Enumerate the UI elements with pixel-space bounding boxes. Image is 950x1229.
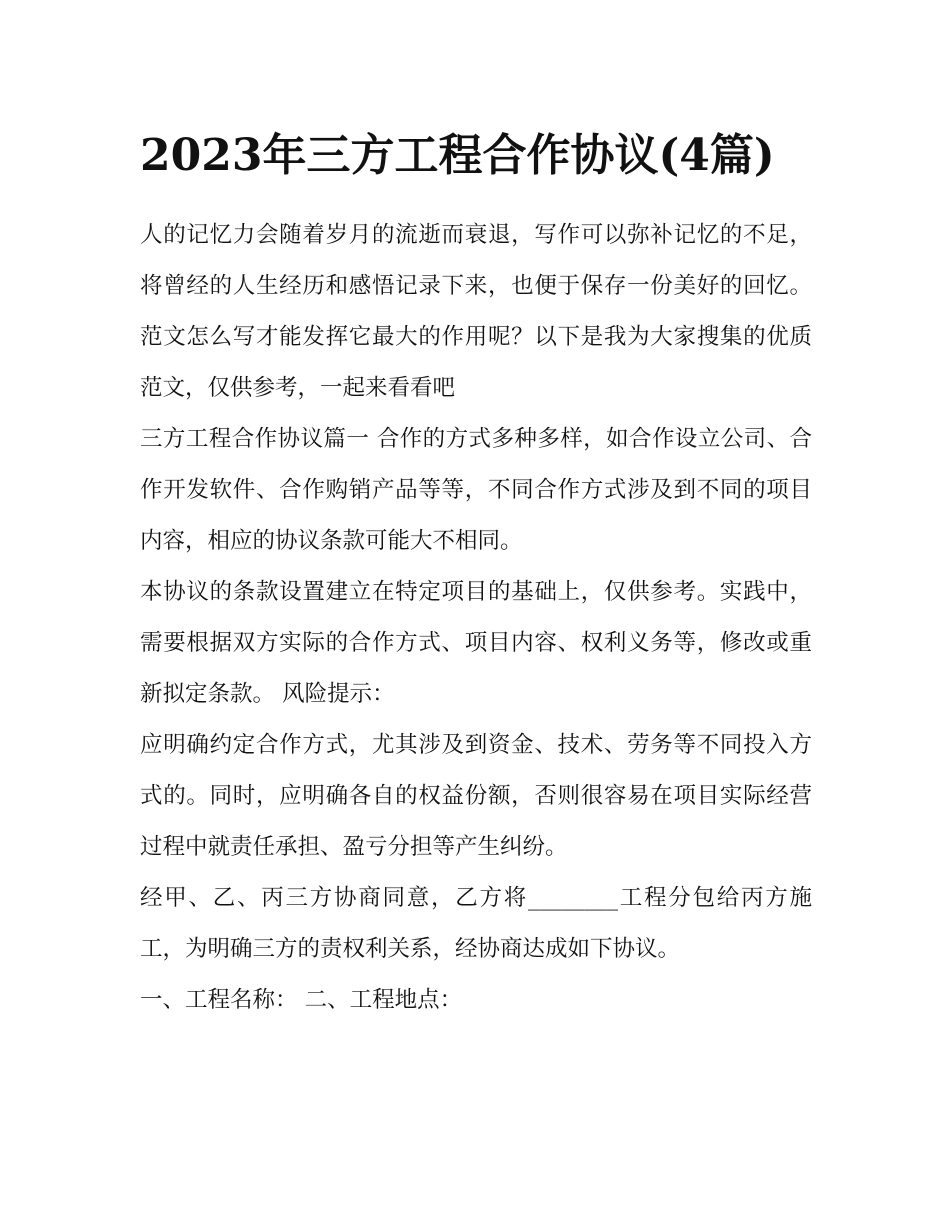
paragraph-agreement: 经甲、乙、丙三方协商同意，乙方将________工程分包给丙方施工，为明确三方的责权利关系，经协商达成如下协议。 [140, 885, 812, 962]
paragraph-terms-note: 本协议的条款设置建立在特定项目的基础上，仅供参考。实践中，需要根据双方实际的合作方式、项目内容、权利义务等，修改或重新拟定条款。 风险提示： [140, 579, 812, 707]
document-title: 2023年三方工程合作协议(4篇) [140, 130, 775, 181]
paragraph-project-fields: 一、工程名称： 二、工程地点： [140, 987, 463, 1013]
document-page [140, 118, 812, 1026]
paragraph-article-one: 三方工程合作协议篇一 合作的方式多种多样，如合作设立公司、合作开发软件、合作购销产品等等，不同合作方式涉及到不同的项目内容，相应的协议条款可能大不相同。 [140, 426, 812, 554]
paragraph-risk-warning: 应明确约定合作方式，尤其涉及到资金、技术、劳务等不同投入方式的。同时，应明确各自的权益份额，否则很容易在项目实际经营过程中就责任承担、盈亏分担等产生纠纷。 [140, 732, 812, 860]
paragraph-intro: 人的记忆力会随着岁月的流逝而衰退，写作可以弥补记忆的不足，将曾经的人生经历和感悟记录下来，也便于保存一份美好的回忆。范文怎么写才能发挥它最大的作用呢？以下是我为大家搜集的优质范文，仅供参考，一起来看看吧 [140, 222, 812, 401]
